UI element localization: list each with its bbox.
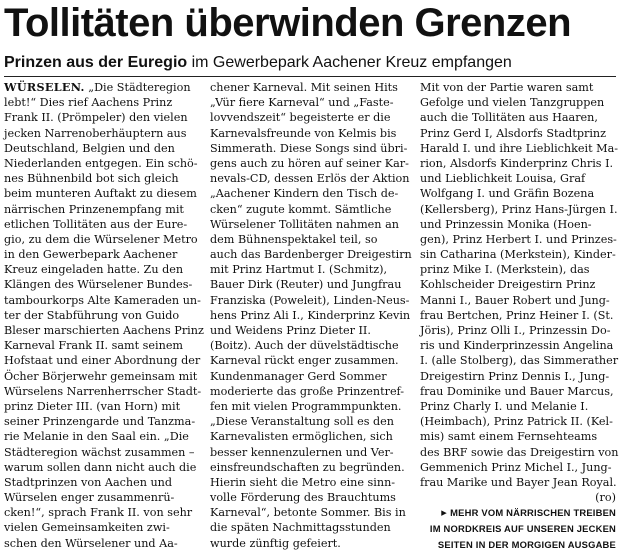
text-line: des BRF sowie das Dreigestirn von <box>420 445 619 459</box>
text-line: etlichen Tollitäten aus der Eure- <box>4 217 188 231</box>
text-line: besser kennenzulernen und Ver- <box>210 445 394 459</box>
teaser-line <box>420 505 616 521</box>
text-line: fen mit vielen Programmpunkten. <box>210 399 402 413</box>
text-line: „Vür fiere Karneval“ und „Faste- <box>210 96 394 110</box>
text-line: frau Dominike und Bauer Marcus, <box>420 384 614 398</box>
text-line: Frank II. (Prömpeler) den vielen <box>4 111 188 125</box>
text-line: chener Karneval. Mit seinen Hits <box>210 81 398 94</box>
text-line: nevals-CD, dessen Erlös der Aktion <box>210 172 410 186</box>
text-line: Jöris), Prinz Olli I., Prinzessin Do- <box>420 324 611 337</box>
text-line: warum sollen dann nicht auch die <box>4 460 197 474</box>
text-line: Hierin sieht die Metro eine sinn- <box>210 475 396 489</box>
text-line: prinz Dieter III. (van Horn) mit <box>4 399 181 413</box>
text-line: Karneval“, betonte Sommer. Bis in <box>210 506 406 520</box>
text-line: beim munteren Auftakt zu diesem <box>4 187 197 201</box>
text-line: Karneval rückt enger zusammen. <box>210 354 399 368</box>
text-line: gio, zu dem die Würselener Metro <box>4 232 198 246</box>
text-line: Würselen enger zusammenrü- <box>4 491 175 505</box>
text-line: vielen Gemeinsamkeiten zwi- <box>4 521 170 535</box>
text-line: frau Marike und Bayer Jean Royal. <box>420 475 617 489</box>
text-line: (Kellersberg), Prinz Hans-Jürgen I. <box>420 202 618 216</box>
text-line: lebt!“ Dies rief Aachens Prinz <box>4 96 173 110</box>
text-line: cken“ zugute kommt. Sämtliche <box>210 202 392 216</box>
text-line: auch das Bardenberger Dreigestirn <box>210 248 412 262</box>
subheadline-bold: Prinzen aus der Euregio <box>4 54 188 71</box>
text-line: jecken Narrenoberhäuptern aus <box>4 126 187 140</box>
text-line: Bleser marschierten Aachens Prinz <box>4 324 204 337</box>
text-line: frau Bertchen, Prinz Heiner I. (St. <box>420 308 614 322</box>
text-line: schen den Würselener und Aa- <box>4 536 178 550</box>
teaser-text: MEHR VOM NÄRRISCHEN TREIBEN <box>450 507 616 519</box>
article-column-1 <box>4 80 204 550</box>
text-line: die späten Nachmittagsstunden <box>210 521 391 535</box>
text-line: gen), Prinz Herbert I. und Prinzes- <box>420 232 617 246</box>
text-line: (Heimbach), Prinz Patrick II. (Kel- <box>420 415 613 429</box>
teaser-line <box>420 537 616 552</box>
text-line: wurde zünftig gefeiert. <box>210 536 341 550</box>
text-line: Öcher Börjerwehr gemeinsam mit <box>4 369 198 383</box>
text-line: Prinz Gerd I, Alsdorfs Stadtprinz <box>420 126 607 140</box>
text-line: prinz Mike I. (Merkstein), das <box>420 263 590 277</box>
text-line: Mit von der Partie waren samt <box>420 81 594 94</box>
author-signature: (ro) <box>595 491 616 505</box>
text-line: närrischen Prinzenempfang mit <box>4 202 184 216</box>
article-headline: Tollitäten überwinden Grenzen <box>4 1 572 45</box>
text-line: hens Prinz Ali I., Kinderprinz Kevin <box>210 308 411 322</box>
text-line: mit Prinz Hartmut I. (Schmitz), <box>210 263 388 277</box>
text-line: Würselens Narrenherrscher Stadt- <box>4 384 202 398</box>
text-line: ter der Stabführung von Guido <box>4 308 180 322</box>
text-line: Gemmenich Prinz Michel I., Jung- <box>420 460 612 474</box>
article-column-2 <box>210 80 412 550</box>
teaser-line <box>420 521 616 536</box>
text-line: Deutschland, Belgien und den <box>4 141 175 155</box>
text-line: Niederlanden entgegen. Ein schö- <box>4 156 198 170</box>
text-line: nes Bühnenbild bot sich gleich <box>4 172 179 186</box>
dateline: WÜRSELEN. <box>4 80 85 94</box>
headline-divider <box>4 76 616 77</box>
text-line: und Weidens Prinz Dieter II. <box>210 324 371 337</box>
text-line: Städteregion wächst zusammen – <box>4 445 195 459</box>
text-line: Gefolge und vielen Tanzgruppen <box>420 96 605 110</box>
text-line: (Boitz). Auch der düvelstädtische <box>210 339 399 353</box>
article-subheadline <box>4 53 616 73</box>
text-line: I. (alle Stolberg), das Simmerather <box>420 354 619 368</box>
arrow-icon: ▸ <box>441 507 451 520</box>
text-line: sin Catharina (Merkstein), Kinder- <box>420 248 616 262</box>
text-line: Wolfgang I. und Gräfin Bozena <box>420 187 595 201</box>
text-line: Kohlscheider Dreigestirn Prinz <box>420 278 596 292</box>
subheadline-rest: im Gewerbepark Aachener Kreuz empfangen <box>187 54 512 71</box>
text-line: in den Gewerbepark Aachener <box>4 248 178 262</box>
article-column-3 <box>420 80 619 550</box>
text-line: Manni I., Bauer Robert und Jung- <box>420 293 610 307</box>
text-line: Karnevalsfreunde von Kelmis bis <box>210 126 397 140</box>
text-line: rion, Alsdorfs Kinderprinz Chris I. <box>420 156 614 170</box>
text-line: Karneval Frank II. samt seinem <box>4 339 184 353</box>
text-line: Prinz Charly I. und Melanie I. <box>420 399 589 413</box>
text-line: Kreuz eingeladen hatte. Zu den <box>4 263 184 277</box>
text-line <box>4 80 200 95</box>
text-line: Stadtprinzen von Aachen und <box>4 475 173 489</box>
text-line-rest: „Die Städteregion <box>84 81 191 94</box>
text-line: Klängen des Würselener Bundes- <box>4 278 193 292</box>
text-line: Harald I. und ihre Lieblichkeit Ma- <box>420 141 619 155</box>
text-line: „Diese Veranstaltung soll es den <box>210 415 394 429</box>
text-line: dem Bühnenspektakel teil, so <box>210 232 378 246</box>
teaser-text: SEITEN IN DER MORGIGEN AUSGABE <box>437 538 616 550</box>
teaser-text: IM NORDKREIS AUF UNSEREN JECKEN <box>429 523 616 535</box>
text-line: und Lieblichkeit Louisa, Graf <box>420 172 586 186</box>
text-line: Franziska (Poweleit), Linden-Neus- <box>210 293 410 307</box>
text-line: „Aachener Kindern den Tisch de- <box>210 187 399 201</box>
text-line: Kundenmanager Gerd Sommer <box>210 369 387 383</box>
text-line: Würselener Tollitäten nahmen an <box>210 217 399 231</box>
text-line: volle Förderung des Brauchtums <box>210 491 396 505</box>
text-line: einsfreundschaften zu begründen. <box>210 460 405 474</box>
text-line: Hofstaat und einer Abordnung der <box>4 354 201 368</box>
text-line: lovvendszeit“ begeisterte er die <box>210 111 391 125</box>
text-line: Dreigestirn Prinz Dennis I., Jung- <box>420 369 610 383</box>
text-line: Bauer Dirk (Reuter) und Jungfrau <box>210 278 402 292</box>
text-line: Simmerath. Diese Songs sind übri- <box>210 141 408 155</box>
text-line: mis) samt einem Fernsehteams <box>420 430 598 444</box>
text-line: cken!“, sprach Frank II. von sehr <box>4 506 193 520</box>
text-line: moderierte das große Prinzentref- <box>210 384 405 398</box>
text-line: rie Melanie in den Saal ein. „Die <box>4 430 189 444</box>
text-line: und Prinzessin Monika (Hoen- <box>420 217 592 231</box>
text-line: auch die Tollitäten aus Haaren, <box>420 111 598 125</box>
text-line: tambourkorps Alte Kameraden un- <box>4 293 201 307</box>
text-line: seiner Prinzengarde und Tanzma- <box>4 415 196 429</box>
text-line: gens auch zu hören auf seiner Kar- <box>210 156 409 170</box>
text-line: ris und Kinderprinzessin Angelina <box>420 339 614 353</box>
text-line: Karnevalisten ermöglichen, sich <box>210 430 393 444</box>
